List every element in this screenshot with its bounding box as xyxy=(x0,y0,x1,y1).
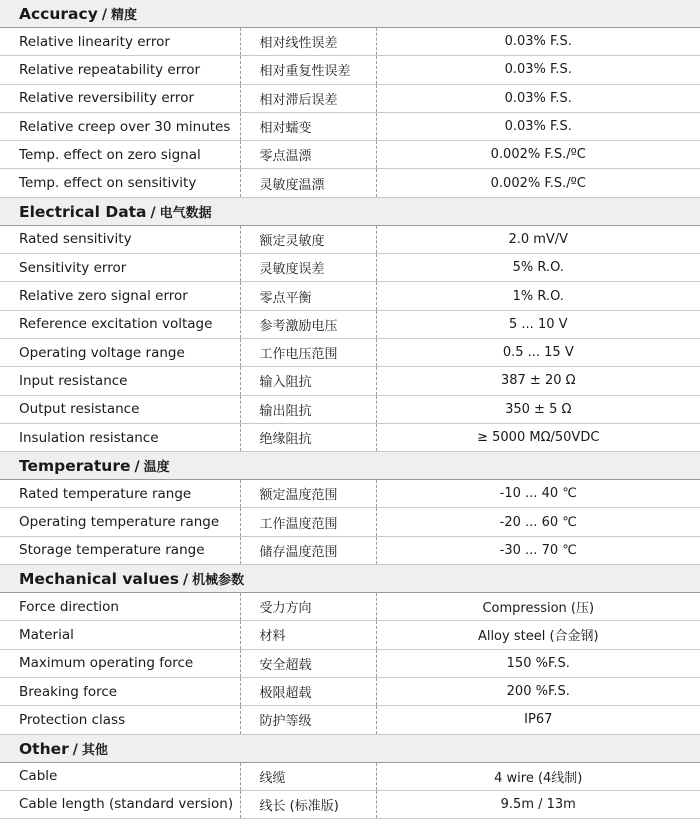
param-name-zh: 输入阻抗 xyxy=(240,367,376,395)
param-name-en: Maximum operating force xyxy=(0,649,240,677)
table-row xyxy=(0,677,700,705)
param-name-en: Relative repeatability error xyxy=(0,56,240,84)
section-title-cell xyxy=(0,734,700,762)
param-name-zh: 安全超载 xyxy=(240,649,376,677)
param-name-en: Temp. effect on sensitivity xyxy=(0,169,240,197)
param-name-en: Relative reversibility error xyxy=(0,84,240,112)
param-value: 0.03% F.S. xyxy=(376,112,700,140)
section-title-zh: 精度 xyxy=(110,8,137,23)
param-value: 0.03% F.S. xyxy=(376,56,700,84)
section-title: Electrical Data xyxy=(19,202,147,221)
param-value: 2.0 mV/V xyxy=(376,225,700,253)
param-name-zh: 线缆 xyxy=(240,762,376,790)
table-row xyxy=(0,338,700,366)
param-name-zh: 额定灵敏度 xyxy=(240,225,376,253)
param-name-zh: 零点温漂 xyxy=(240,141,376,169)
section-title-cell xyxy=(0,0,700,28)
param-value: 5% R.O. xyxy=(376,254,700,282)
section-title-zh: 温度 xyxy=(143,460,170,476)
param-name-en: Material xyxy=(0,621,240,649)
section-title: Temperature xyxy=(19,457,131,476)
table-row xyxy=(0,169,700,197)
section-header-temperature xyxy=(0,452,700,480)
param-value: 4 wire (4线制) xyxy=(376,762,700,790)
section-title-cell xyxy=(0,197,700,225)
param-value: 200 %F.S. xyxy=(376,677,700,705)
table-row xyxy=(0,282,700,310)
table-row xyxy=(0,536,700,564)
table-row xyxy=(0,480,700,508)
table-row xyxy=(0,762,700,790)
param-name-en: Force direction xyxy=(0,593,240,621)
table-row xyxy=(0,790,700,818)
param-name-en: Relative linearity error xyxy=(0,28,240,56)
table-row xyxy=(0,395,700,423)
param-name-en: Input resistance xyxy=(0,367,240,395)
param-name-zh: 灵敏度温漂 xyxy=(240,169,376,197)
section-title-cell xyxy=(0,452,700,480)
section-title-separator: / xyxy=(150,204,156,221)
section-header-accuracy xyxy=(0,0,700,28)
param-name-zh: 参考激励电压 xyxy=(240,310,376,338)
param-name-zh: 防护等级 xyxy=(240,706,376,734)
param-name-zh: 额定温度范围 xyxy=(240,480,376,508)
param-name-en: Operating voltage range xyxy=(0,338,240,366)
param-value: 0.002% F.S./ºC xyxy=(376,169,700,197)
table-row xyxy=(0,56,700,84)
param-name-zh: 工作温度范围 xyxy=(240,508,376,536)
section-title-separator: / xyxy=(182,572,189,589)
param-name-zh: 受力方向 xyxy=(240,593,376,621)
param-name-zh: 材料 xyxy=(240,621,376,649)
table-row xyxy=(0,367,700,395)
param-value: ≥ 5000 MΩ/50VDC xyxy=(376,423,700,451)
param-name-zh: 相对蠕变 xyxy=(240,112,376,140)
param-name-zh: 相对线性误差 xyxy=(240,28,376,56)
param-value: -20 ... 60 ℃ xyxy=(376,508,700,536)
section-title: Other xyxy=(19,739,69,758)
param-name-en: Storage temperature range xyxy=(0,536,240,564)
table-row xyxy=(0,112,700,140)
param-value: 350 ± 5 Ω xyxy=(376,395,700,423)
param-name-zh: 绝缘阻抗 xyxy=(240,423,376,451)
section-title-cell xyxy=(0,565,700,593)
param-value: -30 ... 70 ℃ xyxy=(376,536,700,564)
param-name-zh: 工作电压范围 xyxy=(240,338,376,366)
section-title-zh: 机械参数 xyxy=(192,573,245,589)
param-name-zh: 灵敏度误差 xyxy=(240,254,376,282)
param-name-en: Cable xyxy=(0,762,240,790)
table-row xyxy=(0,28,700,56)
param-value: 0.03% F.S. xyxy=(376,84,700,112)
param-name-en: Reference excitation voltage xyxy=(0,310,240,338)
section-title-separator: / xyxy=(134,459,140,476)
param-name-en: Rated sensitivity xyxy=(0,225,240,253)
section-title-separator: / xyxy=(101,7,107,23)
table-row xyxy=(0,706,700,734)
section-header-other xyxy=(0,734,700,762)
param-value: IP67 xyxy=(376,706,700,734)
param-name-en: Relative zero signal error xyxy=(0,282,240,310)
table-row xyxy=(0,84,700,112)
param-name-zh: 相对滞后误差 xyxy=(240,84,376,112)
param-value: 1% R.O. xyxy=(376,282,700,310)
param-name-zh: 线长 (标准版) xyxy=(240,790,376,818)
param-name-en: Relative creep over 30 minutes xyxy=(0,112,240,140)
param-name-zh: 零点平衡 xyxy=(240,282,376,310)
param-value: 0.03% F.S. xyxy=(376,28,700,56)
param-name-en: Breaking force xyxy=(0,677,240,705)
param-name-en: Cable length (standard version) xyxy=(0,790,240,818)
table-row xyxy=(0,310,700,338)
table-row xyxy=(0,621,700,649)
param-name-en: Protection class xyxy=(0,706,240,734)
param-name-en: Sensitivity error xyxy=(0,254,240,282)
param-value: 9.5m / 13m xyxy=(376,790,700,818)
section-header-electrical-data xyxy=(0,197,700,225)
param-name-zh: 储存温度范围 xyxy=(240,536,376,564)
param-name-zh: 极限超载 xyxy=(240,677,376,705)
table-row xyxy=(0,141,700,169)
param-name-zh: 输出阻抗 xyxy=(240,395,376,423)
table-row xyxy=(0,225,700,253)
param-name-zh: 相对重复性误差 xyxy=(240,56,376,84)
section-title: Accuracy xyxy=(19,5,98,23)
param-value: Alloy steel (合金钢) xyxy=(376,621,700,649)
table-row xyxy=(0,593,700,621)
section-title: Mechanical values xyxy=(19,570,179,589)
param-value: 387 ± 20 Ω xyxy=(376,367,700,395)
param-value: 150 %F.S. xyxy=(376,649,700,677)
param-name-en: Temp. effect on zero signal xyxy=(0,141,240,169)
table-row xyxy=(0,508,700,536)
param-value: 5 ... 10 V xyxy=(376,310,700,338)
section-title-separator: / xyxy=(72,741,78,758)
section-title-zh: 电气数据 xyxy=(159,205,212,221)
param-name-en: Rated temperature range xyxy=(0,480,240,508)
param-name-en: Operating temperature range xyxy=(0,508,240,536)
param-name-en: Output resistance xyxy=(0,395,240,423)
param-value: 0.5 ... 15 V xyxy=(376,338,700,366)
section-title-zh: 其他 xyxy=(81,742,108,758)
table-row xyxy=(0,423,700,451)
table-row xyxy=(0,254,700,282)
param-value: -10 ... 40 ℃ xyxy=(376,480,700,508)
param-name-en: Insulation resistance xyxy=(0,423,240,451)
param-value: Compression (压) xyxy=(376,593,700,621)
param-value: 0.002% F.S./ºC xyxy=(376,141,700,169)
table-row xyxy=(0,649,700,677)
section-header-mechanical-values xyxy=(0,565,700,593)
